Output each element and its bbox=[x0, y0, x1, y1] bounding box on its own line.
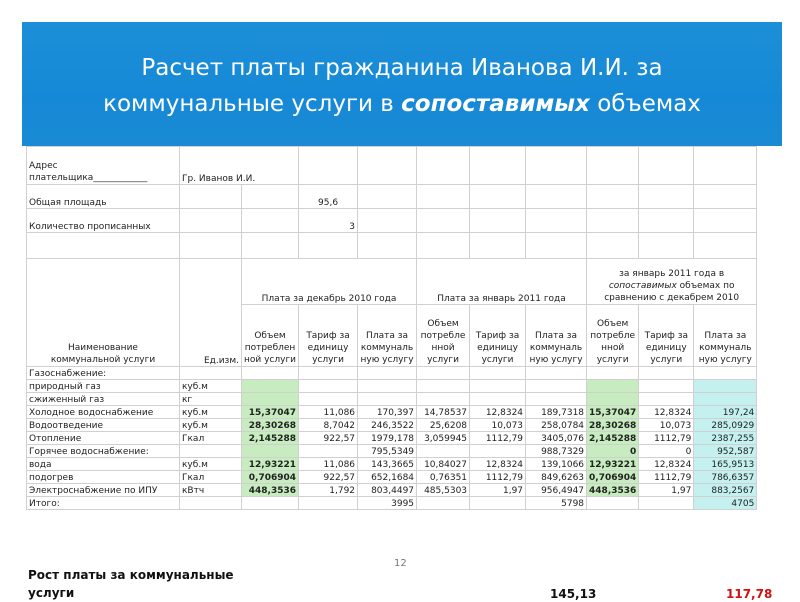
row-name: Электроснабжение по ИПУ bbox=[27, 484, 180, 497]
table-cell: 189,7318 bbox=[526, 406, 587, 419]
table-cell: 0,706904 bbox=[587, 471, 639, 484]
table-cell bbox=[299, 393, 358, 406]
table-cell: 28,30268 bbox=[587, 419, 639, 432]
table-cell: 165,9513 bbox=[694, 458, 757, 471]
table-cell: 1979,178 bbox=[358, 432, 417, 445]
table-cell: 10,073 bbox=[639, 419, 694, 432]
row-name: Газоснабжение: bbox=[27, 367, 180, 380]
table-cell: 258,0784 bbox=[526, 419, 587, 432]
table-cell: 5798 bbox=[526, 497, 587, 510]
row-name: Водоотведение bbox=[27, 419, 180, 432]
table-cell: 139,1066 bbox=[526, 458, 587, 471]
table-cell: 922,57 bbox=[299, 471, 358, 484]
table-cell bbox=[242, 393, 299, 406]
table-cell: 3995 bbox=[358, 497, 417, 510]
row-name: Отопление bbox=[27, 432, 180, 445]
table-cell: 25,6208 bbox=[417, 419, 470, 432]
table-cell: 922,57 bbox=[299, 432, 358, 445]
group-december: Плата за декабрь 2010 года bbox=[242, 259, 417, 305]
row-unit: куб.м bbox=[180, 458, 242, 471]
table-cell bbox=[358, 393, 417, 406]
table-cell: 12,8324 bbox=[639, 458, 694, 471]
table-cell: 1112,79 bbox=[639, 432, 694, 445]
table-cell: 4705 bbox=[694, 497, 757, 510]
table-cell: 0 bbox=[639, 445, 694, 458]
table-cell bbox=[694, 367, 757, 380]
area-label: Общая площадь bbox=[27, 185, 180, 209]
table-cell: 143,3665 bbox=[358, 458, 417, 471]
table-cell: 8,7042 bbox=[299, 419, 358, 432]
table-cell bbox=[358, 380, 417, 393]
table-cell bbox=[242, 445, 299, 458]
residents-row bbox=[27, 209, 757, 233]
table-cell: 11,086 bbox=[299, 458, 358, 471]
col-header-name: Наименование коммунальной услуги bbox=[27, 259, 180, 367]
col-header-tariff-cmp: Тариф за единицу услуги bbox=[639, 305, 694, 367]
table-cell: 1112,79 bbox=[470, 471, 526, 484]
table-cell: 1,97 bbox=[639, 484, 694, 497]
row-name: подогрев bbox=[27, 471, 180, 484]
table-cell: 988,7329 bbox=[526, 445, 587, 458]
table-cell bbox=[526, 367, 587, 380]
row-unit bbox=[180, 497, 242, 510]
table-cell bbox=[639, 367, 694, 380]
address-row bbox=[27, 147, 757, 185]
table-cell: 2,145288 bbox=[587, 432, 639, 445]
table-cell bbox=[587, 497, 639, 510]
table-row bbox=[27, 419, 757, 432]
address-label: Адрес плательщика____________ bbox=[27, 147, 180, 185]
table-cell bbox=[417, 367, 470, 380]
title-banner bbox=[22, 22, 782, 146]
area-row bbox=[27, 185, 757, 209]
title-line-2-end: объемах bbox=[589, 91, 701, 117]
table-cell: 12,93221 bbox=[242, 458, 299, 471]
table-row bbox=[27, 393, 757, 406]
table-cell: 2387,255 bbox=[694, 432, 757, 445]
footer-value-january: 145,13 bbox=[550, 587, 597, 601]
table-cell: 652,1684 bbox=[358, 471, 417, 484]
address-value: Гр. Иванов И.И. bbox=[180, 147, 299, 185]
table-cell bbox=[587, 367, 639, 380]
table-row bbox=[27, 380, 757, 393]
row-unit: кВтч bbox=[180, 484, 242, 497]
slide-title bbox=[22, 50, 782, 122]
table-cell: 0,706904 bbox=[242, 471, 299, 484]
table-row bbox=[27, 471, 757, 484]
row-unit: Гкал bbox=[180, 471, 242, 484]
table-cell: 1,97 bbox=[470, 484, 526, 497]
table-cell bbox=[526, 393, 587, 406]
payment-table bbox=[26, 146, 757, 510]
table-cell bbox=[470, 445, 526, 458]
table-cell bbox=[470, 497, 526, 510]
table-cell: 10,073 bbox=[470, 419, 526, 432]
table-cell bbox=[587, 380, 639, 393]
table-cell: 285,0929 bbox=[694, 419, 757, 432]
table-cell bbox=[417, 393, 470, 406]
table-cell bbox=[694, 393, 757, 406]
table-cell: 2,145288 bbox=[242, 432, 299, 445]
col-header-volume-jan: Объем потребле нной услуги bbox=[417, 305, 470, 367]
table-cell: 849,6263 bbox=[526, 471, 587, 484]
table-cell bbox=[299, 445, 358, 458]
row-unit: Гкал bbox=[180, 432, 242, 445]
table-cell: 11,086 bbox=[299, 406, 358, 419]
table-cell bbox=[299, 367, 358, 380]
table-cell: 12,8324 bbox=[470, 406, 526, 419]
row-unit bbox=[180, 445, 242, 458]
row-name: Горячее водоснабжение: bbox=[27, 445, 180, 458]
table-cell: 448,3536 bbox=[587, 484, 639, 497]
table-cell: 3405,076 bbox=[526, 432, 587, 445]
table-cell bbox=[358, 367, 417, 380]
table-cell: 1112,79 bbox=[639, 471, 694, 484]
table-cell bbox=[587, 393, 639, 406]
title-line-2-emphasis: сопоставимых bbox=[401, 91, 590, 117]
table-cell: 0 bbox=[587, 445, 639, 458]
col-header-volume-dec: Объем потреблен ной услуги bbox=[242, 305, 299, 367]
row-unit: кг bbox=[180, 393, 242, 406]
table-cell: 15,37047 bbox=[242, 406, 299, 419]
table-cell: 952,587 bbox=[694, 445, 757, 458]
table-cell: 883,2567 bbox=[694, 484, 757, 497]
area-value: 95,6 bbox=[299, 185, 358, 209]
table-cell: 1,792 bbox=[299, 484, 358, 497]
table-cell: 12,8324 bbox=[639, 406, 694, 419]
spreadsheet-area bbox=[26, 146, 773, 601]
table-cell: 956,4947 bbox=[526, 484, 587, 497]
row-unit bbox=[180, 367, 242, 380]
col-header-payment-jan: Плата за коммуналь ную услугу bbox=[526, 305, 587, 367]
table-cell bbox=[526, 380, 587, 393]
table-cell: 197,24 bbox=[694, 406, 757, 419]
table-cell: 786,6357 bbox=[694, 471, 757, 484]
table-cell bbox=[639, 393, 694, 406]
footer-value-comparable: 117,78 bbox=[726, 587, 773, 601]
table-cell: 795,5349 bbox=[358, 445, 417, 458]
table-cell: 485,5303 bbox=[417, 484, 470, 497]
col-header-volume-cmp: Объем потребле нной услуги bbox=[587, 305, 639, 367]
table-cell: 28,30268 bbox=[242, 419, 299, 432]
residents-label: Количество прописанных bbox=[27, 209, 180, 233]
table-row bbox=[27, 497, 757, 510]
table-cell bbox=[417, 497, 470, 510]
table-cell: 10,84027 bbox=[417, 458, 470, 471]
table-row bbox=[27, 445, 757, 458]
group-header-row bbox=[27, 259, 757, 305]
table-cell: 246,3522 bbox=[358, 419, 417, 432]
table-cell: 14,78537 bbox=[417, 406, 470, 419]
footer-label: Рост платы за коммунальные услуги bbox=[28, 568, 234, 600]
col-header-payment-dec: Плата за коммуналь ную услугу bbox=[358, 305, 417, 367]
table-cell bbox=[470, 367, 526, 380]
table-cell: 12,93221 bbox=[587, 458, 639, 471]
table-cell bbox=[417, 380, 470, 393]
table-cell bbox=[639, 497, 694, 510]
table-cell bbox=[470, 380, 526, 393]
table-row bbox=[27, 406, 757, 419]
col-header-tariff-jan: Тариф за единицу услуги bbox=[470, 305, 526, 367]
group-comparable: за январь 2011 года в сопоставимых объемах по сравнению с декабрем 2010 bbox=[587, 259, 757, 305]
table-cell: 448,3536 bbox=[242, 484, 299, 497]
table-cell bbox=[242, 367, 299, 380]
table-cell: 803,4497 bbox=[358, 484, 417, 497]
row-unit: куб.м bbox=[180, 419, 242, 432]
group-january: Плата за январь 2011 года bbox=[417, 259, 587, 305]
col-header-payment-cmp: Плата за коммуналь ную услугу bbox=[694, 305, 757, 367]
row-name: вода bbox=[27, 458, 180, 471]
row-name: Холодное водоснабжение bbox=[27, 406, 180, 419]
table-row bbox=[27, 367, 757, 380]
table-cell bbox=[299, 497, 358, 510]
table-cell bbox=[639, 380, 694, 393]
row-name: природный газ bbox=[27, 380, 180, 393]
row-name: Итого: bbox=[27, 497, 180, 510]
title-line-2-start: коммунальные услуги в bbox=[103, 91, 402, 117]
table-cell: 170,397 bbox=[358, 406, 417, 419]
title-line-1: Расчет платы гражданина Иванова И.И. за bbox=[141, 55, 663, 81]
table-cell: 0,76351 bbox=[417, 471, 470, 484]
table-cell bbox=[299, 380, 358, 393]
row-name: сжиженный газ bbox=[27, 393, 180, 406]
table-row bbox=[27, 484, 757, 497]
row-unit: куб.м bbox=[180, 380, 242, 393]
table-cell: 15,37047 bbox=[587, 406, 639, 419]
table-row bbox=[27, 432, 757, 445]
residents-value: 3 bbox=[299, 209, 358, 233]
table-row bbox=[27, 458, 757, 471]
table-cell bbox=[694, 380, 757, 393]
page-number: 12 bbox=[394, 558, 407, 569]
table-cell bbox=[242, 497, 299, 510]
row-unit: куб.м bbox=[180, 406, 242, 419]
table-cell bbox=[470, 393, 526, 406]
table-cell: 12,8324 bbox=[470, 458, 526, 471]
table-cell bbox=[417, 445, 470, 458]
table-cell: 1112,79 bbox=[470, 432, 526, 445]
col-header-tariff-dec: Тариф за единицу услуги bbox=[299, 305, 358, 367]
table-cell: 3,059945 bbox=[417, 432, 470, 445]
table-cell bbox=[242, 380, 299, 393]
col-header-unit: Ед.изм. bbox=[180, 259, 242, 367]
